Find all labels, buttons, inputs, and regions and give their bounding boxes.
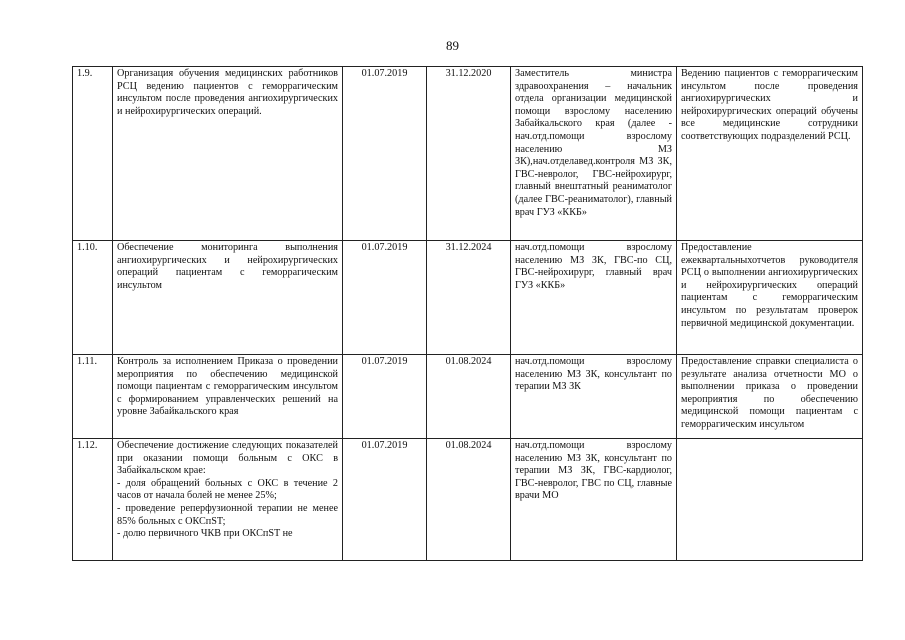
table-row (73, 241, 863, 355)
activity-cell: Обеспечение достижение следующих показателей при оказании помощи больным с ОКС в Забайкальском крае: - доля обращений больных с ОКС в течение 2 часов от начала болей не менее 25%; - проведение реперфузионной терапии не менее 85% больных с ОКСпST; - долю первичного ЧКВ при ОКСпST не (113, 439, 343, 561)
responsible-cell: Заместитель министра здравоохранения – начальник отдела организации медицинской помощи взрослому населению Забайкальского края (далее - нач.отд.помощи взрослому населению МЗ ЗК),нач.отделавед.контроля МЗ ЗК, ГВС-невролог, ГВС-нейрохирург, главный внештатный реаниматолог (далее ГВС-реаниматолог), главный врач ГУЗ «ККБ» (511, 67, 677, 241)
end-date-cell: 01.08.2024 (427, 439, 511, 561)
responsible-cell: нач.отд.помощи взрослому населению МЗ ЗК, ГВС-по СЦ, ГВС-нейрохирург, главный врач ГУЗ «ККБ» (511, 241, 677, 355)
responsible-cell: нач.отд.помощи взрослому населению МЗ ЗК, консультант по терапии МЗ ЗК (511, 355, 677, 439)
row-number: 1.12. (73, 439, 113, 561)
result-cell: Предоставление ежеквартальныхотчетов руководителя РСЦ о выполнении ангиохирургических и нейрохирургических операций пациентам с геморрагическим инсультом по результатам проверок первичной медицинской документации. (677, 241, 863, 355)
action-plan-table (72, 66, 863, 561)
row-number: 1.11. (73, 355, 113, 439)
result-cell: Предоставление справки специалиста о результате анализа отчетности МО о выполнении приказа о проведении мероприятия по обеспечению медицинской помощи пациентам с геморрагическим инсультом (677, 355, 863, 439)
start-date-cell: 01.07.2019 (343, 355, 427, 439)
table-row (73, 355, 863, 439)
activity-cell: Обеспечение мониторинга выполнения ангиохирургических и нейрохирургических операций пациентам с геморрагическим инсультом (113, 241, 343, 355)
result-cell: Ведению пациентов с геморрагическим инсультом после проведения ангиохирургических и нейрохирургических операций обучены все медицинские сотрудники соответствующих подразделений РСЦ. (677, 67, 863, 241)
table-row (73, 439, 863, 561)
activity-cell: Контроль за исполнением Приказа о проведении мероприятия по обеспечению медицинской помощи пациентам с геморрагическим инсультом с формированием управленческих решений на уровне Забайкальского края (113, 355, 343, 439)
activity-cell: Организация обучения медицинских работников РСЦ ведению пациентов с геморрагическим инсультом после проведения ангиохирургических и нейрохирургических операций. (113, 67, 343, 241)
end-date-cell: 01.08.2024 (427, 355, 511, 439)
start-date-cell: 01.07.2019 (343, 439, 427, 561)
start-date-cell: 01.07.2019 (343, 241, 427, 355)
row-number: 1.10. (73, 241, 113, 355)
table-row (73, 67, 863, 241)
result-cell (677, 439, 863, 561)
responsible-cell: нач.отд.помощи взрослому населению МЗ ЗК, консультант по терапии МЗ ЗК, ГВС-кардиолог, ГВС-невролог, ГВС по СЦ, главные врачи МО (511, 439, 677, 561)
page-number: 89 (446, 38, 459, 53)
end-date-cell: 31.12.2024 (427, 241, 511, 355)
row-number: 1.9. (73, 67, 113, 241)
end-date-cell: 31.12.2020 (427, 67, 511, 241)
start-date-cell: 01.07.2019 (343, 67, 427, 241)
